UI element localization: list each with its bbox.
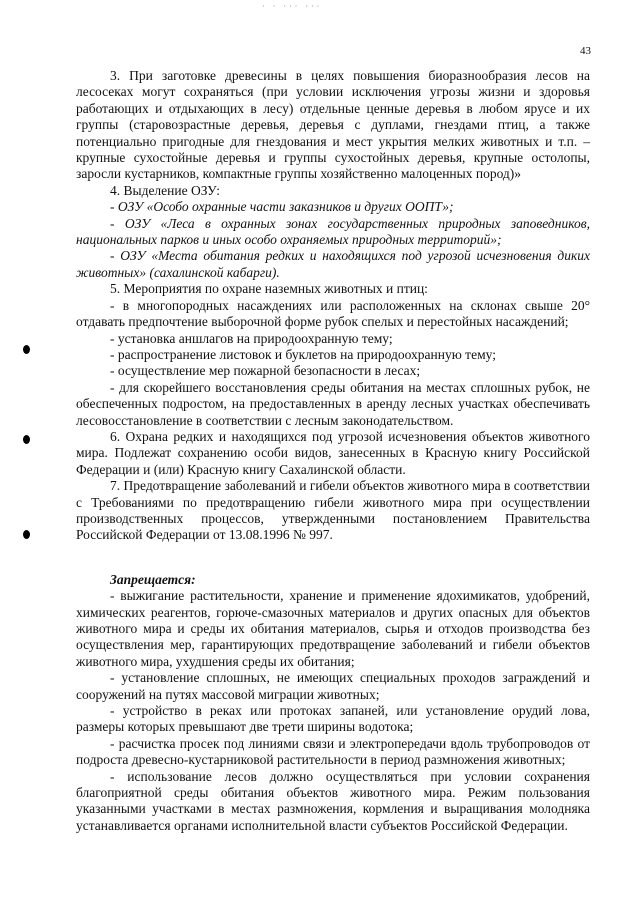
ozu-item: - ОЗУ «Места обитания редких и находящихся под угрозой исчезновения диких животных» (сахалинской кабарги). bbox=[76, 248, 590, 280]
prohibited-item: - использование лесов должно осуществляться при условии сохранения благоприятной среды обитания объектов животного мира. Режим пользования указанными участками в местах размножения, кормления и выращивания молодняка устанавливается органами исполнительной власти субъектов Российской Федерации. bbox=[76, 768, 590, 833]
hole-punch-mark bbox=[23, 345, 30, 354]
paragraph: 3. При заготовке древесины в целях повышения биоразнообразия лесов на лесосеках могут сохраняться (при условии исключения угрозы жизни и здоровья работающих и отдыхающих в лесу) отдельные ценные деревья в любом ярусе и их группы (старовозрастные деревья, деревья с дуплами, гнездами птиц, а также потенциально пригодные для гнездования и мест укрытия мелких животных и т.п. – крупные сухостойные деревья и группы сухостойных деревья, крупные остолопы, заросли кустарников, компактные группы хозяйственно малоценных пород)» bbox=[76, 68, 590, 182]
prohibited-item: - устройство в реках или протоках запаней, или установление орудий лова, размеры которых превышают две трети ширины водотока; bbox=[76, 703, 590, 735]
ozu-item: - ОЗУ «Леса в охранных зонах государственных природных заповедников, национальных парков и иных особо охраняемых природных территорий»; bbox=[76, 215, 590, 248]
hole-punch-mark bbox=[23, 435, 30, 444]
paragraph: - установка аншлагов на природоохранную тему; bbox=[110, 330, 393, 346]
paragraph: 5. Мероприятия по охране наземных животных и птиц: bbox=[110, 281, 428, 297]
scan-artifact: · · ··· ··· bbox=[262, 2, 323, 11]
paragraph: - осуществление мер пожарной безопасности в лесах; bbox=[110, 363, 421, 379]
prohibited-item: - расчистка просек под линиями связи и электропередачи вдоль трубопроводов от подроста древесно-кустарниковой растительности в период размножения животных; bbox=[76, 735, 590, 768]
paragraph: 7. Предотвращение заболеваний и гибели объектов животного мира в соответствии с Требованиями по предотвращению гибели животного мира при осуществлении производственных процессов, утвержденными постановлением Правительства Российской Федерации от 13.08.1996 № 997. bbox=[76, 478, 590, 543]
prohibited-item: - выжигание растительности, хранение и применение ядохимикатов, удобрений, химических реагентов, горюче-смазочных материалов и других опасных для объектов животного мира и среды их обитания материалов, сырья и отходов производства без осуществления мер, гарантирующих предотвращение заболеваний и гибели объектов животного мира, ухудшения среды их обитания; bbox=[76, 588, 590, 669]
prohibited-item: - установление сплошных, не имеющих специальных проходов заграждений и сооружений на путях массовой миграции животных; bbox=[76, 670, 590, 702]
spacer bbox=[76, 544, 590, 558]
paragraph: - распространение листовок и буклетов на природоохранную тему; bbox=[110, 346, 496, 362]
paragraph: 6. Охрана редких и находящихся под угрозой исчезновения объектов животного мира. Подлежат сохранению особи видов, занесенных в Красную книгу Российской Федерации и (или) Красную книгу Сахалинской области. bbox=[76, 428, 590, 477]
ozu-item: - ОЗУ «Особо охранные части заказников и других ООПТ»; bbox=[110, 199, 454, 215]
paragraph: - в многопородных насаждениях или расположенных на склонах свыше 20° отдавать предпочтение выборочной форме рубок спелых и перестойных насаждений; bbox=[76, 297, 590, 330]
prohibited-heading: Запрещается: bbox=[110, 571, 196, 587]
hole-punch-mark bbox=[23, 530, 30, 539]
paragraph: 4. Выделение ОЗУ: bbox=[110, 182, 220, 198]
document-body bbox=[76, 68, 590, 834]
page-number: 43 bbox=[580, 45, 591, 57]
paragraph: - для скорейшего восстановления среды обитания на местах сплошных рубок, не обеспеченных подростом, на предоставленных в аренду лесных участках обеспечивать лесовосстановление в соответствии с лесным законодательством. bbox=[76, 379, 590, 428]
